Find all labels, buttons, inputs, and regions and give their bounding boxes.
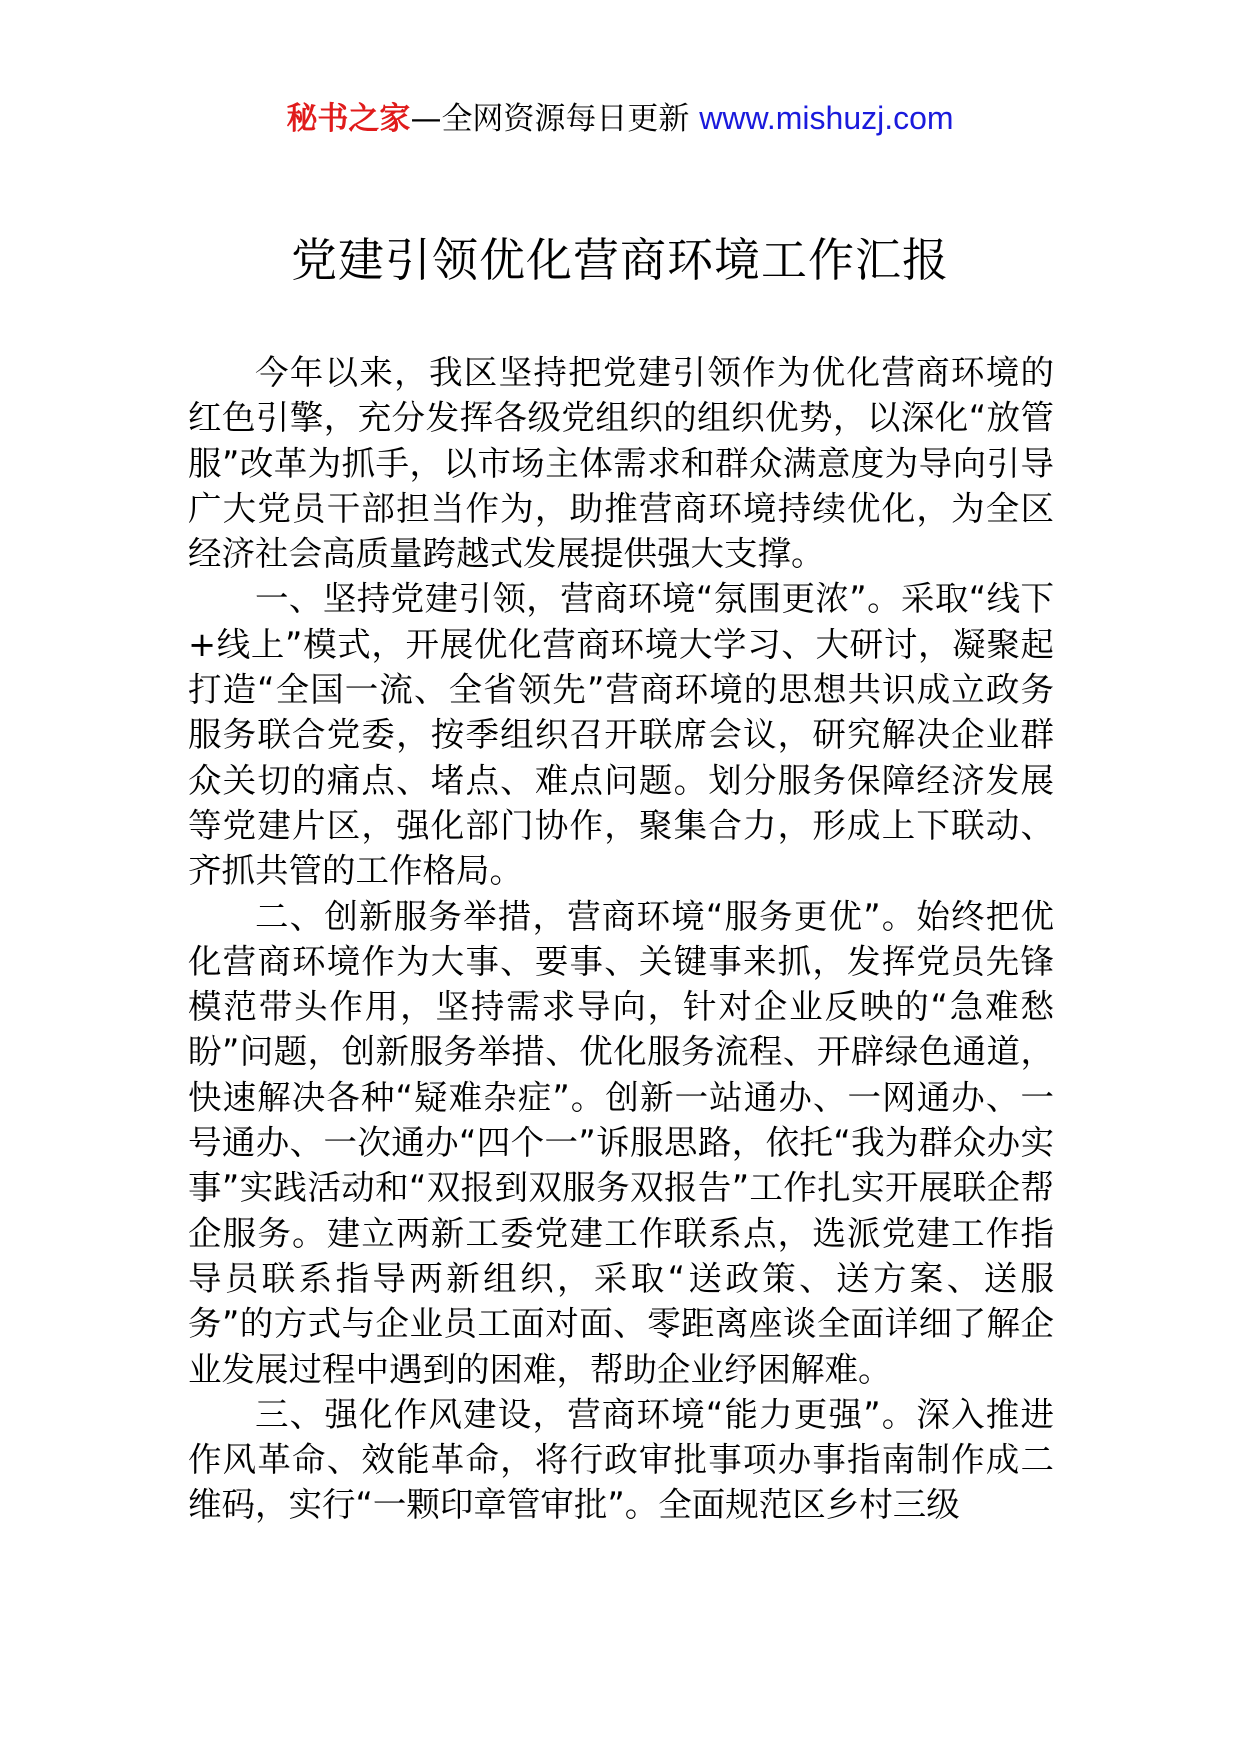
site-url-link[interactable]: www.mishuzj.com — [699, 100, 954, 136]
brand-name: 秘书之家 — [286, 101, 411, 137]
paragraph-section-1: 一、坚持党建引领，营商环境“氛围更浓”。采取“线下+线上”模式，开展优化营商环境大学习、大研讨，凝聚起打造“全国一流、全省领先”营商环境的思想共识成立政务服务联合党委，按季组织召开联席会议，研究解决企业群众关切的痛点、堵点、难点问题。划分服务保障经济发展等党建片区，强化部门协作，聚集合力，形成上下联动、齐抓共管的工作格局。 — [188, 579, 1054, 891]
site-header — [0, 98, 1240, 139]
paragraph-section-3: 三、强化作风建设，营商环境“能力更强”。深入推进作风革命、效能革命，将行政审批事项办事指南制作成二维码，实行“一颗印章管审批”。全面规范区乡村三级 — [188, 1394, 1054, 1525]
paragraph-intro: 今年以来，我区坚持把党建引领作为优化营商环境的红色引擎，充分发挥各级党组织的组织优势，以深化“放管服”改革为抓手，以市场主体需求和群众满意度为导向引导广大党员干部担当作为，助推营商环境持续优化，为全区经济社会高质量跨越式发展提供强大支撑。 — [188, 353, 1054, 574]
document-body — [188, 350, 1054, 1528]
header-slogan: —全网资源每日更新 — [410, 101, 700, 137]
document-title: 党建引领优化营商环境工作汇报 — [291, 233, 949, 287]
paragraph-section-2: 二、创新服务举措，营商环境“服务更优”。始终把优化营商环境作为大事、要事、关键事来抓，发挥党员先锋模范带头作用，坚持需求导向，针对企业反映的“急难愁盼”问题，创新服务举措、优化服务流程、开辟绿色通道，快速解决各种“疑难杂症”。创新一站通办、一网通办、一号通办、一次通办“四个一”诉服思路，依托“我为群众办实事”实践活动和“双报到双服务双报告”工作扎实开展联企帮企服务。建立两新工委党建工作联系点，选派党建工作指导员联系指导两新组织，采取“送政策、送方案、送服务”的方式与企业员工面对面、零距离座谈全面详细了解企业发展过程中遇到的困难，帮助企业纾困解难。 — [188, 896, 1054, 1389]
